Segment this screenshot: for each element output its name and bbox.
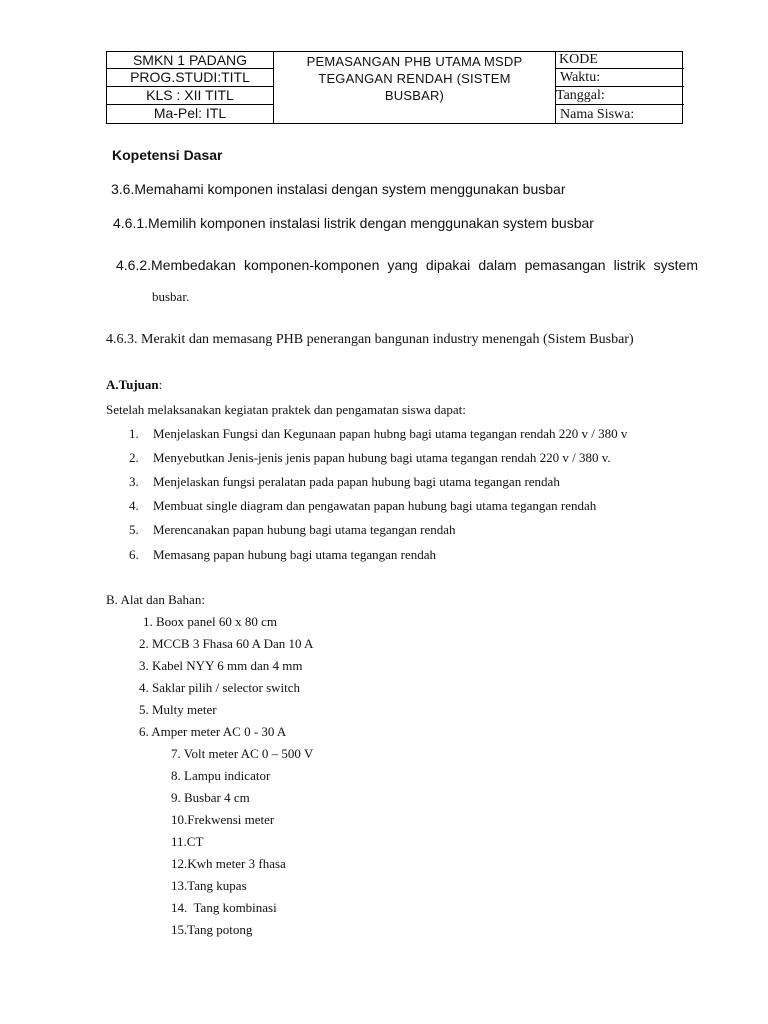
list-item: 9. Busbar 4 cm bbox=[171, 790, 250, 805]
kd-4-6-2-continuation: busbar. bbox=[152, 289, 190, 304]
list-item bbox=[129, 547, 437, 563]
list-number: 2. bbox=[129, 450, 139, 465]
list-item: 15.Tang potong bbox=[171, 922, 253, 937]
list-text: Menjelaskan fungsi peralatan pada papan hubung bagi utama tegangan rendah bbox=[153, 474, 560, 489]
list-text: Menyebutkan Jenis-jenis jenis papan hubung bagi utama tegangan rendah 220 v / 380 v. bbox=[153, 450, 611, 465]
list-text: Menjelaskan Fungsi dan Kegunaan papan hubng bagi utama tegangan rendah 220 v / 380 v bbox=[153, 426, 628, 441]
list-item: 10.Frekwensi meter bbox=[171, 812, 275, 827]
list-number: 1. bbox=[129, 426, 139, 441]
code-label: KODE bbox=[559, 52, 598, 67]
list-item: 14. Tang kombinasi bbox=[171, 900, 277, 915]
header-table bbox=[106, 51, 683, 124]
date-label: Tanggal: bbox=[556, 88, 605, 103]
list-text: Memasang papan hubung bagi utama tegangan rendah bbox=[153, 547, 437, 562]
list-item bbox=[129, 450, 611, 466]
kd-3-6: 3.6.Memahami komponen instalasi dengan system menggunakan busbar bbox=[111, 181, 566, 197]
title-line: TEGANGAN RENDAH (SISTEM bbox=[318, 71, 511, 86]
list-item: 2. MCCB 3 Fhasa 60 A Dan 10 A bbox=[139, 636, 314, 651]
school-name: SMKN 1 PADANG bbox=[132, 52, 248, 68]
list-text: Merencanakan papan hubung bagi utama tegangan rendah bbox=[153, 522, 456, 537]
student-name-label: Nama Siswa: bbox=[560, 107, 635, 122]
list-item bbox=[129, 522, 456, 538]
list-text: Membuat single diagram dan pengawatan papan hubung bagi utama tegangan rendah bbox=[153, 498, 597, 513]
list-number: 5. bbox=[129, 522, 139, 537]
list-item: 5. Multy meter bbox=[139, 702, 217, 717]
subject-name: Ma-Pel: ITL bbox=[153, 105, 227, 121]
section-title-alat: B. Alat dan Bahan: bbox=[106, 592, 205, 607]
kd-4-6-2 bbox=[116, 257, 698, 273]
class-name: KLS : XII TITL bbox=[146, 87, 234, 103]
list-item: 6. Amper meter AC 0 - 30 A bbox=[139, 724, 287, 739]
kd-4-6-1: 4.6.1.Memilih komponen instalasi listrik dengan menggunakan system busbar bbox=[113, 215, 594, 231]
list-item bbox=[129, 426, 628, 442]
list-item bbox=[129, 474, 560, 490]
kd-4-6-3: 4.6.3. Merakit dan memasang PHB penerangan bangunan industry menengah (Sistem Busbar) bbox=[106, 332, 634, 347]
tujuan-heading: A.Tujuan bbox=[106, 377, 159, 392]
document-title bbox=[274, 52, 555, 104]
list-item: 3. Kabel NYY 6 mm dan 4 mm bbox=[139, 658, 303, 673]
list-item: 4. Saklar pilih / selector switch bbox=[139, 680, 301, 695]
list-number: 6. bbox=[129, 547, 139, 562]
title-line: PEMASANGAN PHB UTAMA MSDP bbox=[306, 54, 523, 69]
section-title-tujuan bbox=[106, 377, 162, 393]
kd-4-6-2-text: 4.6.2.Membedakan komponen-komponen yang dipakai dalam pemasangan listrik system bbox=[116, 257, 698, 273]
program-name: PROG.STUDI:TITL bbox=[130, 69, 250, 85]
list-item: 11.CT bbox=[171, 834, 204, 849]
list-number: 4. bbox=[129, 498, 139, 513]
time-label: Waktu: bbox=[560, 70, 601, 85]
tujuan-intro: Setelah melaksanakan kegiatan praktek dan pengamatan siswa dapat: bbox=[106, 402, 466, 417]
list-item: 12.Kwh meter 3 fhasa bbox=[171, 856, 286, 871]
list-item bbox=[129, 498, 597, 514]
list-number: 3. bbox=[129, 474, 139, 489]
list-item: 8. Lampu indicator bbox=[171, 768, 271, 783]
section-title-kompetensi: Kopetensi Dasar bbox=[112, 147, 223, 163]
tujuan-colon: : bbox=[158, 377, 163, 392]
title-line: BUSBAR) bbox=[384, 88, 445, 103]
list-item: 7. Volt meter AC 0 – 500 V bbox=[171, 746, 314, 761]
list-item: 1. Boox panel 60 x 80 cm bbox=[143, 614, 277, 629]
list-item: 13.Tang kupas bbox=[171, 878, 247, 893]
